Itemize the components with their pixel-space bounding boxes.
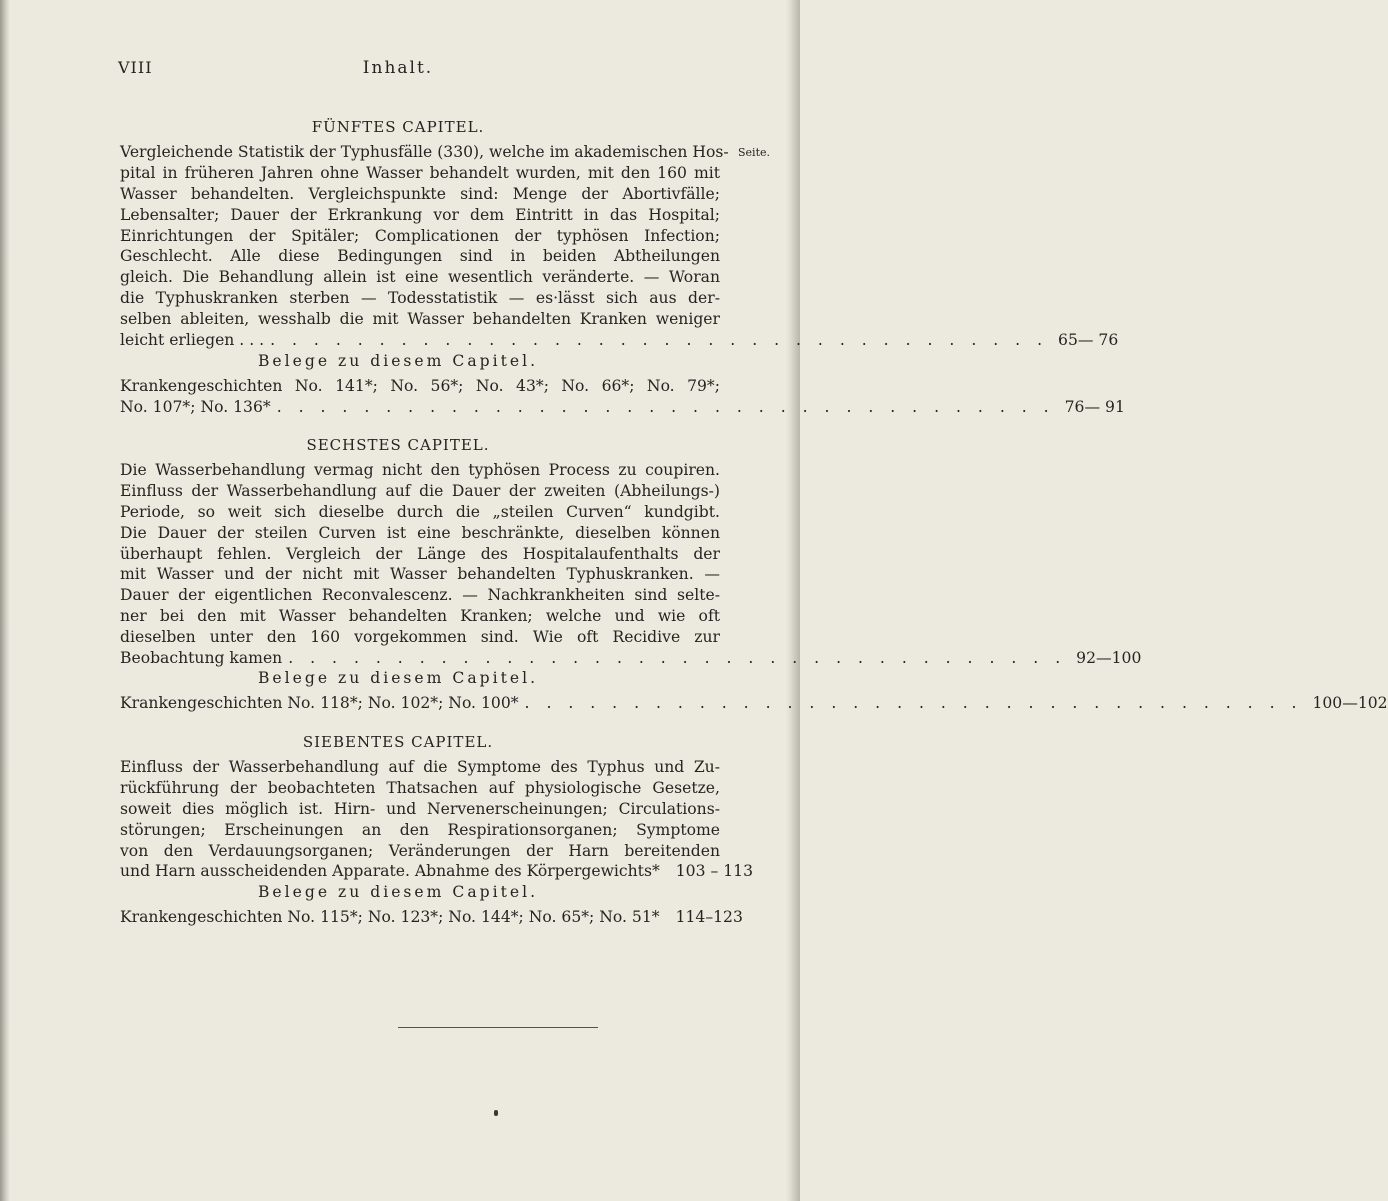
text-line: selben ableiten, wesshalb die mit Wasser behandelten Kranken weniger: [120, 310, 720, 329]
chapter-title: SIEBENTES CAPITEL.: [302, 733, 494, 751]
belege-list: [120, 907, 743, 928]
text-line: Lebensalter; Dauer der Erkrankung vor dem Eintritt in das Hospital;: [120, 205, 720, 224]
running-title: Inhalt.: [362, 58, 434, 78]
belege-heading: Belege zu diesem Capitel.: [257, 883, 539, 901]
text-line: Einfluss der Wasserbehandlung auf die Symptome des Typhus und Zu-: [120, 758, 720, 776]
toc-entry-line: [120, 907, 743, 928]
text-line: störungen; Erscheinungen an den Respirationsorganen; Symptome: [120, 820, 720, 839]
entry-text: No. 107*; No. 136*: [120, 397, 271, 416]
belege-heading: Belege zu diesem Capitel.: [257, 669, 539, 687]
leader-dots: . . . . . . . . . . . . . . . . . . . . . . . . . . . . . . . . . . . .: [524, 694, 1303, 712]
text-line: soweit dies möglich ist. Hirn- und Nervenerscheinungen; Circulations-: [120, 799, 720, 818]
text-line: Krankengeschichten No. 141*; No. 56*; No. 43*; No. 66*; No. 79*;: [120, 377, 720, 395]
text-line: dieselben unter den 160 vorgekommen sind. Wie oft Recidive zur: [120, 628, 720, 647]
seite-label: Seite.: [738, 146, 770, 159]
toc-entry-line: [120, 648, 1142, 669]
toc-entry-line: [120, 861, 754, 882]
entry-text: Beobachtung kamen: [120, 649, 283, 668]
belege-list: [120, 693, 1388, 714]
text-line: Dauer der eigentlichen Reconvalescenz. — Nachkrankheiten sind selte-: [120, 586, 720, 605]
leader-dots: . . . . . . . . . . . . . . . . . . . . . . . . . . . . . . . . . . . .: [276, 397, 1055, 416]
entry-text: Krankengeschichten No. 115*; No. 123*; No. 144*; No. 65*; No. 51*: [120, 908, 660, 926]
text-line: ner bei den mit Wasser behandelten Kranken; welche und wie oft: [120, 607, 720, 626]
entry-text: leicht erliegen . . .: [120, 331, 265, 350]
page-range: 100—102: [1312, 694, 1388, 712]
text-line: Periode, so weit sich dieselbe durch die „steilen Curven“ kundgibt.: [120, 502, 720, 521]
toc-entry-line: [120, 330, 1119, 351]
ink-mark: [494, 1110, 498, 1116]
running-head: [118, 58, 678, 82]
page-range: 114–123: [675, 908, 743, 926]
text-line: Die Wasserbehandlung vermag nicht den typhösen Process zu coupiren.: [120, 461, 720, 479]
page-range: 65— 76: [1058, 331, 1119, 350]
text-line: mit Wasser und der nicht mit Wasser behandelten Typhuskranken. —: [120, 565, 720, 584]
toc-entry-line: [120, 397, 1125, 418]
toc-entry-line: [120, 693, 1388, 714]
page-range: 76— 91: [1064, 397, 1125, 416]
text-line: Die Dauer der steilen Curven ist eine beschränkte, dieselben können: [120, 523, 720, 542]
page-range: 92—100: [1076, 649, 1142, 668]
page-number: VIII: [118, 58, 153, 77]
footer-rule: [398, 1027, 598, 1028]
belege-list: [120, 376, 1125, 418]
text-line: Wasser behandelten. Vergleichspunkte sind: Menge der Abortivfälle;: [120, 184, 720, 203]
chapter-title: SECHSTES CAPITEL.: [306, 436, 490, 454]
entry-text: Krankengeschichten No. 118*; No. 102*; No. 100*: [120, 694, 519, 712]
belege-heading: Belege zu diesem Capitel.: [257, 352, 539, 370]
text-line: Einfluss der Wasserbehandlung auf die Dauer der zweiten (Abheilungs-): [120, 481, 720, 500]
chapter-title: FÜNFTES CAPITEL.: [311, 118, 485, 136]
entry-text: und Harn ausscheidenden Apparate. Abnahme des Körpergewichts*: [120, 862, 660, 881]
chapter-summary: [120, 757, 754, 882]
leader-dots: . . . . . . . . . . . . . . . . . . . . . . . . . . . . . . . . . . . .: [270, 331, 1049, 350]
text-line: gleich. Die Behandlung allein ist eine wesentlich veränderte. — Woran: [120, 268, 720, 287]
page-range: 103 – 113: [675, 862, 754, 881]
text-line: Geschlecht. Alle diese Bedingungen sind in beiden Abtheilungen: [120, 247, 720, 266]
text-line: pital in früheren Jahren ohne Wasser behandelt wurden, mit den 160 mit: [120, 163, 720, 182]
text-line: Einrichtungen der Spitäler; Complicationen der typhösen Infection;: [120, 226, 720, 245]
chapter-summary: [120, 460, 1142, 669]
leader-dots: . . . . . . . . . . . . . . . . . . . . . . . . . . . . . . . . . . . .: [288, 649, 1067, 668]
text-line: von den Verdauungsorganen; Veränderungen der Harn bereitenden: [120, 841, 720, 860]
text-line: überhaupt fehlen. Vergleich der Länge des Hospitalaufenthalts der: [120, 544, 720, 563]
text-line: rückführung der beobachteten Thatsachen auf physiologische Gesetze,: [120, 778, 720, 797]
text-line: die Typhuskranken sterben — Todesstatistik — es·lässt sich aus der-: [120, 289, 720, 308]
text-line: Vergleichende Statistik der Typhusfälle (330), welche im akademischen Hos-: [120, 143, 729, 161]
